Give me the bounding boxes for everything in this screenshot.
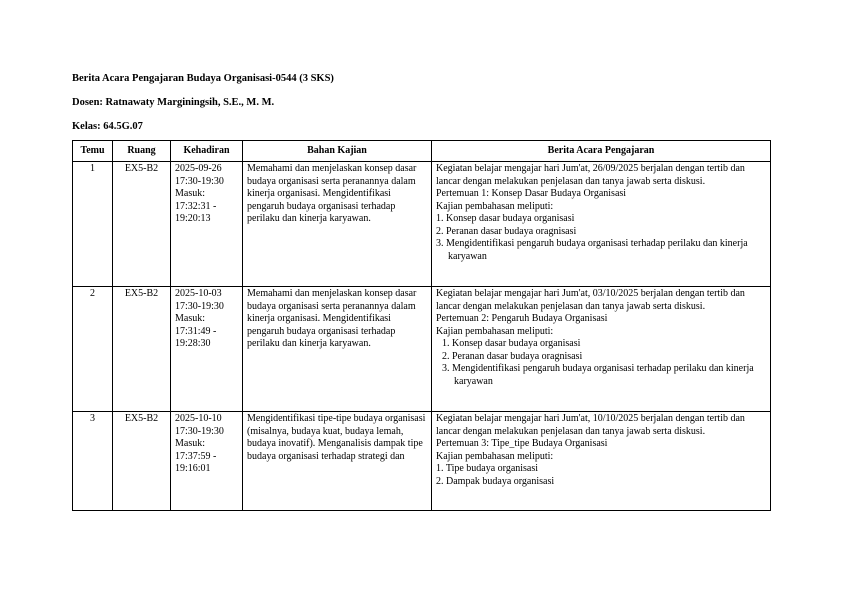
cell-kehadiran xyxy=(171,287,243,412)
document-title: Berita Acara Pengajaran Budaya Organisasi-0544 (3 SKS) xyxy=(72,73,334,84)
report-item: 2. Peranan dasar budaya oragnisasi xyxy=(436,225,577,237)
col-header-kehadiran: Kehadiran xyxy=(171,141,243,162)
report-scope: Kajian pembahasan meliputi: xyxy=(436,325,554,337)
cell-kehadiran xyxy=(171,162,243,287)
cell-kehadiran xyxy=(171,412,243,511)
cell-temu: 2 xyxy=(73,287,113,412)
attendance-date: 2025-10-10 xyxy=(175,413,222,424)
col-header-temu: Temu xyxy=(73,141,113,162)
cell-temu: 3 xyxy=(73,412,113,511)
col-header-ruang: Ruang xyxy=(113,141,171,162)
attendance-schedule: 17:30-19:30 xyxy=(175,300,224,312)
attendance-date: 2025-09-26 xyxy=(175,163,222,174)
attendance-label: Masuk: xyxy=(175,313,205,324)
report-scope: Kajian pembahasan meliputi: xyxy=(436,200,554,212)
attendance-label: Masuk: xyxy=(175,188,205,199)
cell-berita-acara xyxy=(432,287,771,412)
lecturer-line: Dosen: Ratnawaty Marginingsih, S.E., M. M. xyxy=(72,97,275,108)
attendance-out: 19:28:30 xyxy=(175,338,211,349)
report-meeting: Pertemuan 1: Konsep Dasar Budaya Organisasi xyxy=(436,188,627,199)
attendance-out: 19:20:13 xyxy=(175,213,211,224)
report-item: 1. Konsep dasar budaya organisasi xyxy=(436,213,575,224)
attendance-in: 17:37:59 - xyxy=(175,450,217,462)
cell-bahan-kajian: Memahami dan menjelaskan konsep dasar budaya organisasi serta peranannya dalam kinerja organisasi. Mengidentifikasi pengaruh budaya organisasi terhadap perilaku dan kinerja karyawan. xyxy=(243,287,432,412)
attendance-out: 19:16:01 xyxy=(175,463,211,474)
report-intro: Kegiatan belajar mengajar hari Jum'at, 26/09/2025 berjalan dengan tertib dan lancar dengan melakukan penjelasan dan tanya jawab serta diskusi. xyxy=(436,163,745,187)
col-header-berita-acara: Berita Acara Pengajaran xyxy=(432,141,771,162)
report-scope: Kajian pembahasan meliputi: xyxy=(436,450,554,462)
report-item: 2. Peranan dasar budaya oragnisasi xyxy=(442,350,583,362)
report-intro: Kegiatan belajar mengajar hari Jum'at, 10/10/2025 berjalan dengan tertib dan lancar dengan melakukan penjelasan dan tanya jawab serta diskusi. xyxy=(436,413,745,437)
cell-ruang: EX5-B2 xyxy=(113,162,171,287)
cell-bahan-kajian: Mengidentifikasi tipe-tipe budaya organisasi (misalnya, budaya kuat, budaya lemah, budaya inovatif). Menganalisis dampak tipe budaya organisasi terhadap strategi dan xyxy=(243,412,432,511)
table-header-row xyxy=(73,141,771,162)
report-item: 1. Konsep dasar budaya organisasi xyxy=(442,338,581,349)
report-item: 3. Mengidentifikasi pengaruh budaya organisasi terhadap perilaku dan kinerja karyawan xyxy=(436,238,748,262)
attendance-schedule: 17:30-19:30 xyxy=(175,425,224,437)
class-line: Kelas: 64.5G.07 xyxy=(72,121,143,132)
report-meeting: Pertemuan 2: Pengaruh Budaya Organisasi xyxy=(436,313,608,324)
col-header-bahan-kajian: Bahan Kajian xyxy=(243,141,432,162)
teaching-record-table xyxy=(72,140,771,511)
attendance-date: 2025-10-03 xyxy=(175,288,222,299)
attendance-schedule: 17:30-19:30 xyxy=(175,175,224,187)
attendance-in: 17:31:49 - xyxy=(175,325,217,337)
attendance-in: 17:32:31 - xyxy=(175,200,217,212)
attendance-label: Masuk: xyxy=(175,438,205,449)
cell-berita-acara xyxy=(432,162,771,287)
report-item: 3. Mengidentifikasi pengaruh budaya organisasi terhadap perilaku dan kinerja karyawan xyxy=(442,363,754,387)
cell-berita-acara xyxy=(432,412,771,511)
cell-bahan-kajian: Memahami dan menjelaskan konsep dasar budaya organisasi serta peranannya dalam kinerja organisasi. Mengidentifikasi pengaruh budaya organisasi terhadap perilaku dan kinerja karyawan. xyxy=(243,162,432,287)
report-intro: Kegiatan belajar mengajar hari Jum'at, 03/10/2025 berjalan dengan tertib dan lancar dengan melakukan penjelasan dan tanya jawab serta diskusi. xyxy=(436,288,745,312)
cell-ruang: EX5-B2 xyxy=(113,287,171,412)
report-meeting: Pertemuan 3: Tipe_tipe Budaya Organisasi xyxy=(436,438,608,449)
table-row xyxy=(73,287,771,412)
table-row xyxy=(73,412,771,511)
cell-ruang: EX5-B2 xyxy=(113,412,171,511)
cell-temu: 1 xyxy=(73,162,113,287)
report-item: 2. Dampak budaya organisasi xyxy=(436,475,555,487)
report-item: 1. Tipe budaya organisasi xyxy=(436,463,539,474)
table-row xyxy=(73,162,771,287)
